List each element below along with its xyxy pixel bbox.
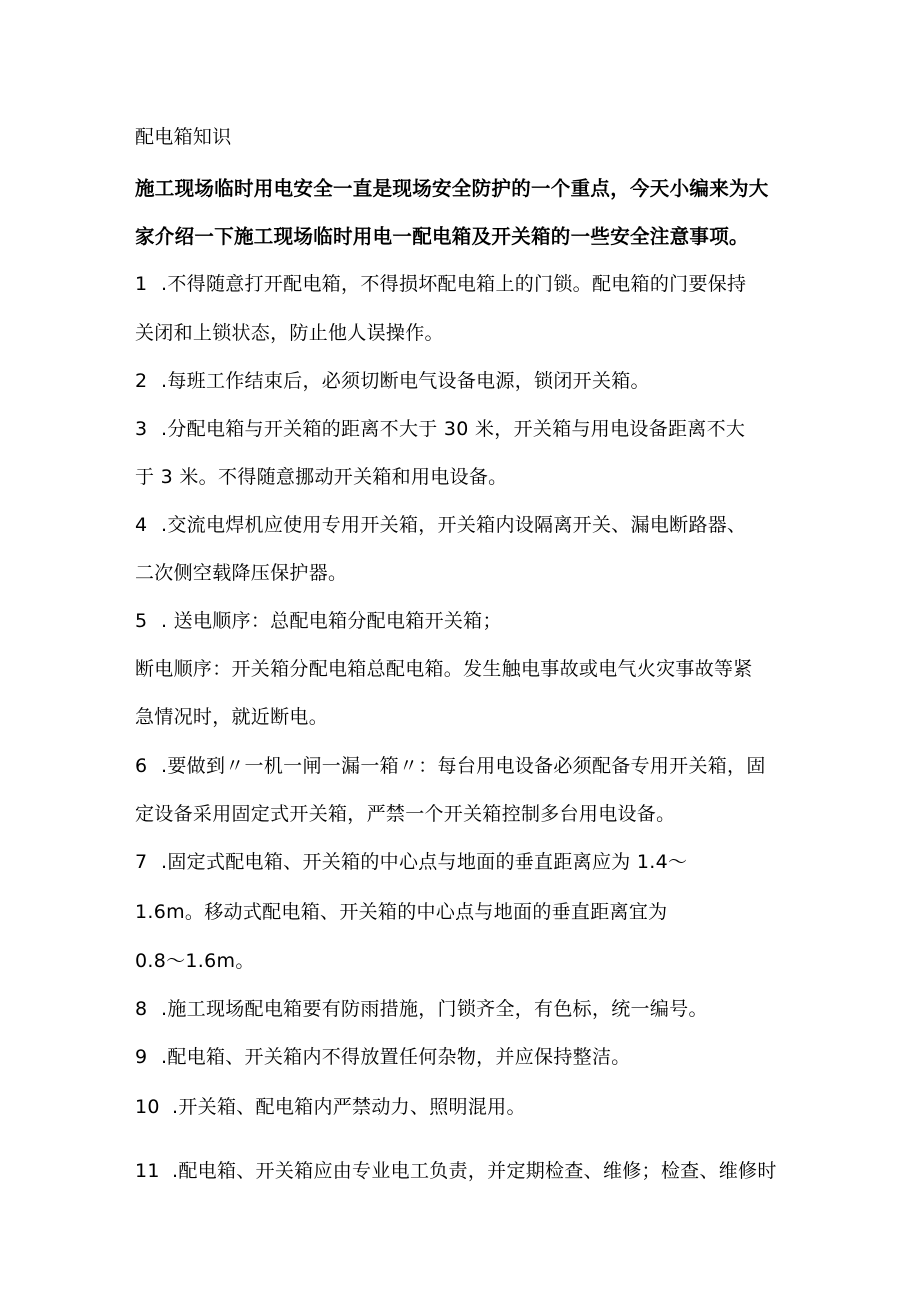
- item-text: .分配电箱与开关箱的距离不大于 30 米，开关箱与用电设备距离不大: [161, 418, 746, 440]
- item-number: 9: [135, 1046, 148, 1068]
- list-item-5-cont-1: 断电顺序：开关箱分配电箱总配电箱。发生触电事故或电气火灾事故等紧: [135, 658, 753, 680]
- item-text: .配电箱、开关箱内不得放置任何杂物，并应保持整洁。: [161, 1046, 631, 1068]
- list-item-5: [135, 606, 502, 633]
- list-item-5-cont-2: 急情况时，就近断电。: [135, 706, 329, 728]
- item-number: 3: [135, 418, 148, 440]
- item-text: .交流电焊机应使用专用开关箱，开关箱内设隔离开关、漏电断路器、: [161, 514, 747, 536]
- list-item-1: [135, 269, 746, 296]
- item-number: 7: [135, 851, 148, 873]
- document-title: 配电箱知识: [135, 126, 232, 148]
- list-item-8: [135, 994, 708, 1021]
- list-item-11: [135, 1156, 777, 1183]
- list-item-4-cont: 二次侧空载降压保护器。: [135, 562, 348, 584]
- list-item-3: [135, 414, 745, 441]
- list-item-9: [135, 1042, 631, 1069]
- list-item-6-cont: 定设备采用固定式开关箱，严禁一个开关箱控制多台用电设备。: [135, 803, 676, 825]
- intro-line-2: 家介绍一下施工现场临时用电一配电箱及开关箱的一些安全注意事项。: [135, 225, 749, 248]
- item-number: 6: [135, 755, 148, 777]
- list-item-7-cont-1: 1.6m。移动式配电箱、开关箱的中心点与地面的垂直距离宜为: [135, 901, 668, 923]
- item-text: .不得随意打开配电箱，不得损坏配电箱上的门锁。配电箱的门要保持: [161, 273, 747, 295]
- item-number: 8: [135, 998, 148, 1020]
- item-text: .配电箱、开关箱应由专业电工负责，并定期检查、维修；检查、维修时: [172, 1160, 777, 1182]
- list-item-6: [135, 751, 766, 778]
- item-text: .每班工作结束后，必须切断电气设备电源，锁闭开关箱。: [161, 370, 650, 392]
- list-item-3-cont: 于 3 米。不得随意挪动开关箱和用电设备。: [135, 466, 508, 488]
- item-text: .固定式配电箱、开关箱的中心点与地面的垂直距离应为 1.4～: [161, 851, 688, 873]
- item-number: 5: [135, 610, 148, 632]
- item-number: 10: [135, 1096, 160, 1118]
- item-number: 2: [135, 370, 148, 392]
- item-text: .施工现场配电箱要有防雨措施，门锁齐全，有色标，统一编号。: [161, 998, 708, 1020]
- item-number: 1: [135, 273, 148, 295]
- list-item-1-cont: 关闭和上锁状态，防止他人误操作。: [135, 322, 444, 344]
- intro-line-1: 施工现场临时用电安全一直是现场安全防护的一个重点，今天小编来为大: [135, 177, 769, 200]
- list-item-10: [135, 1092, 526, 1119]
- item-text: . 送电顺序：总配电箱分配电箱开关箱；: [161, 610, 502, 632]
- list-item-7-cont-2: 0.8～1.6m。: [135, 950, 255, 972]
- item-number: 11: [135, 1160, 160, 1182]
- list-item-2: [135, 366, 650, 393]
- item-text: .开关箱、配电箱内严禁动力、照明混用。: [172, 1096, 526, 1118]
- list-item-4: [135, 510, 746, 537]
- item-text: .要做到〃一机一闸一漏一箱〃：每台用电设备必须配备专用开关箱，固: [161, 755, 766, 777]
- list-item-7: [135, 847, 687, 874]
- item-number: 4: [135, 514, 148, 536]
